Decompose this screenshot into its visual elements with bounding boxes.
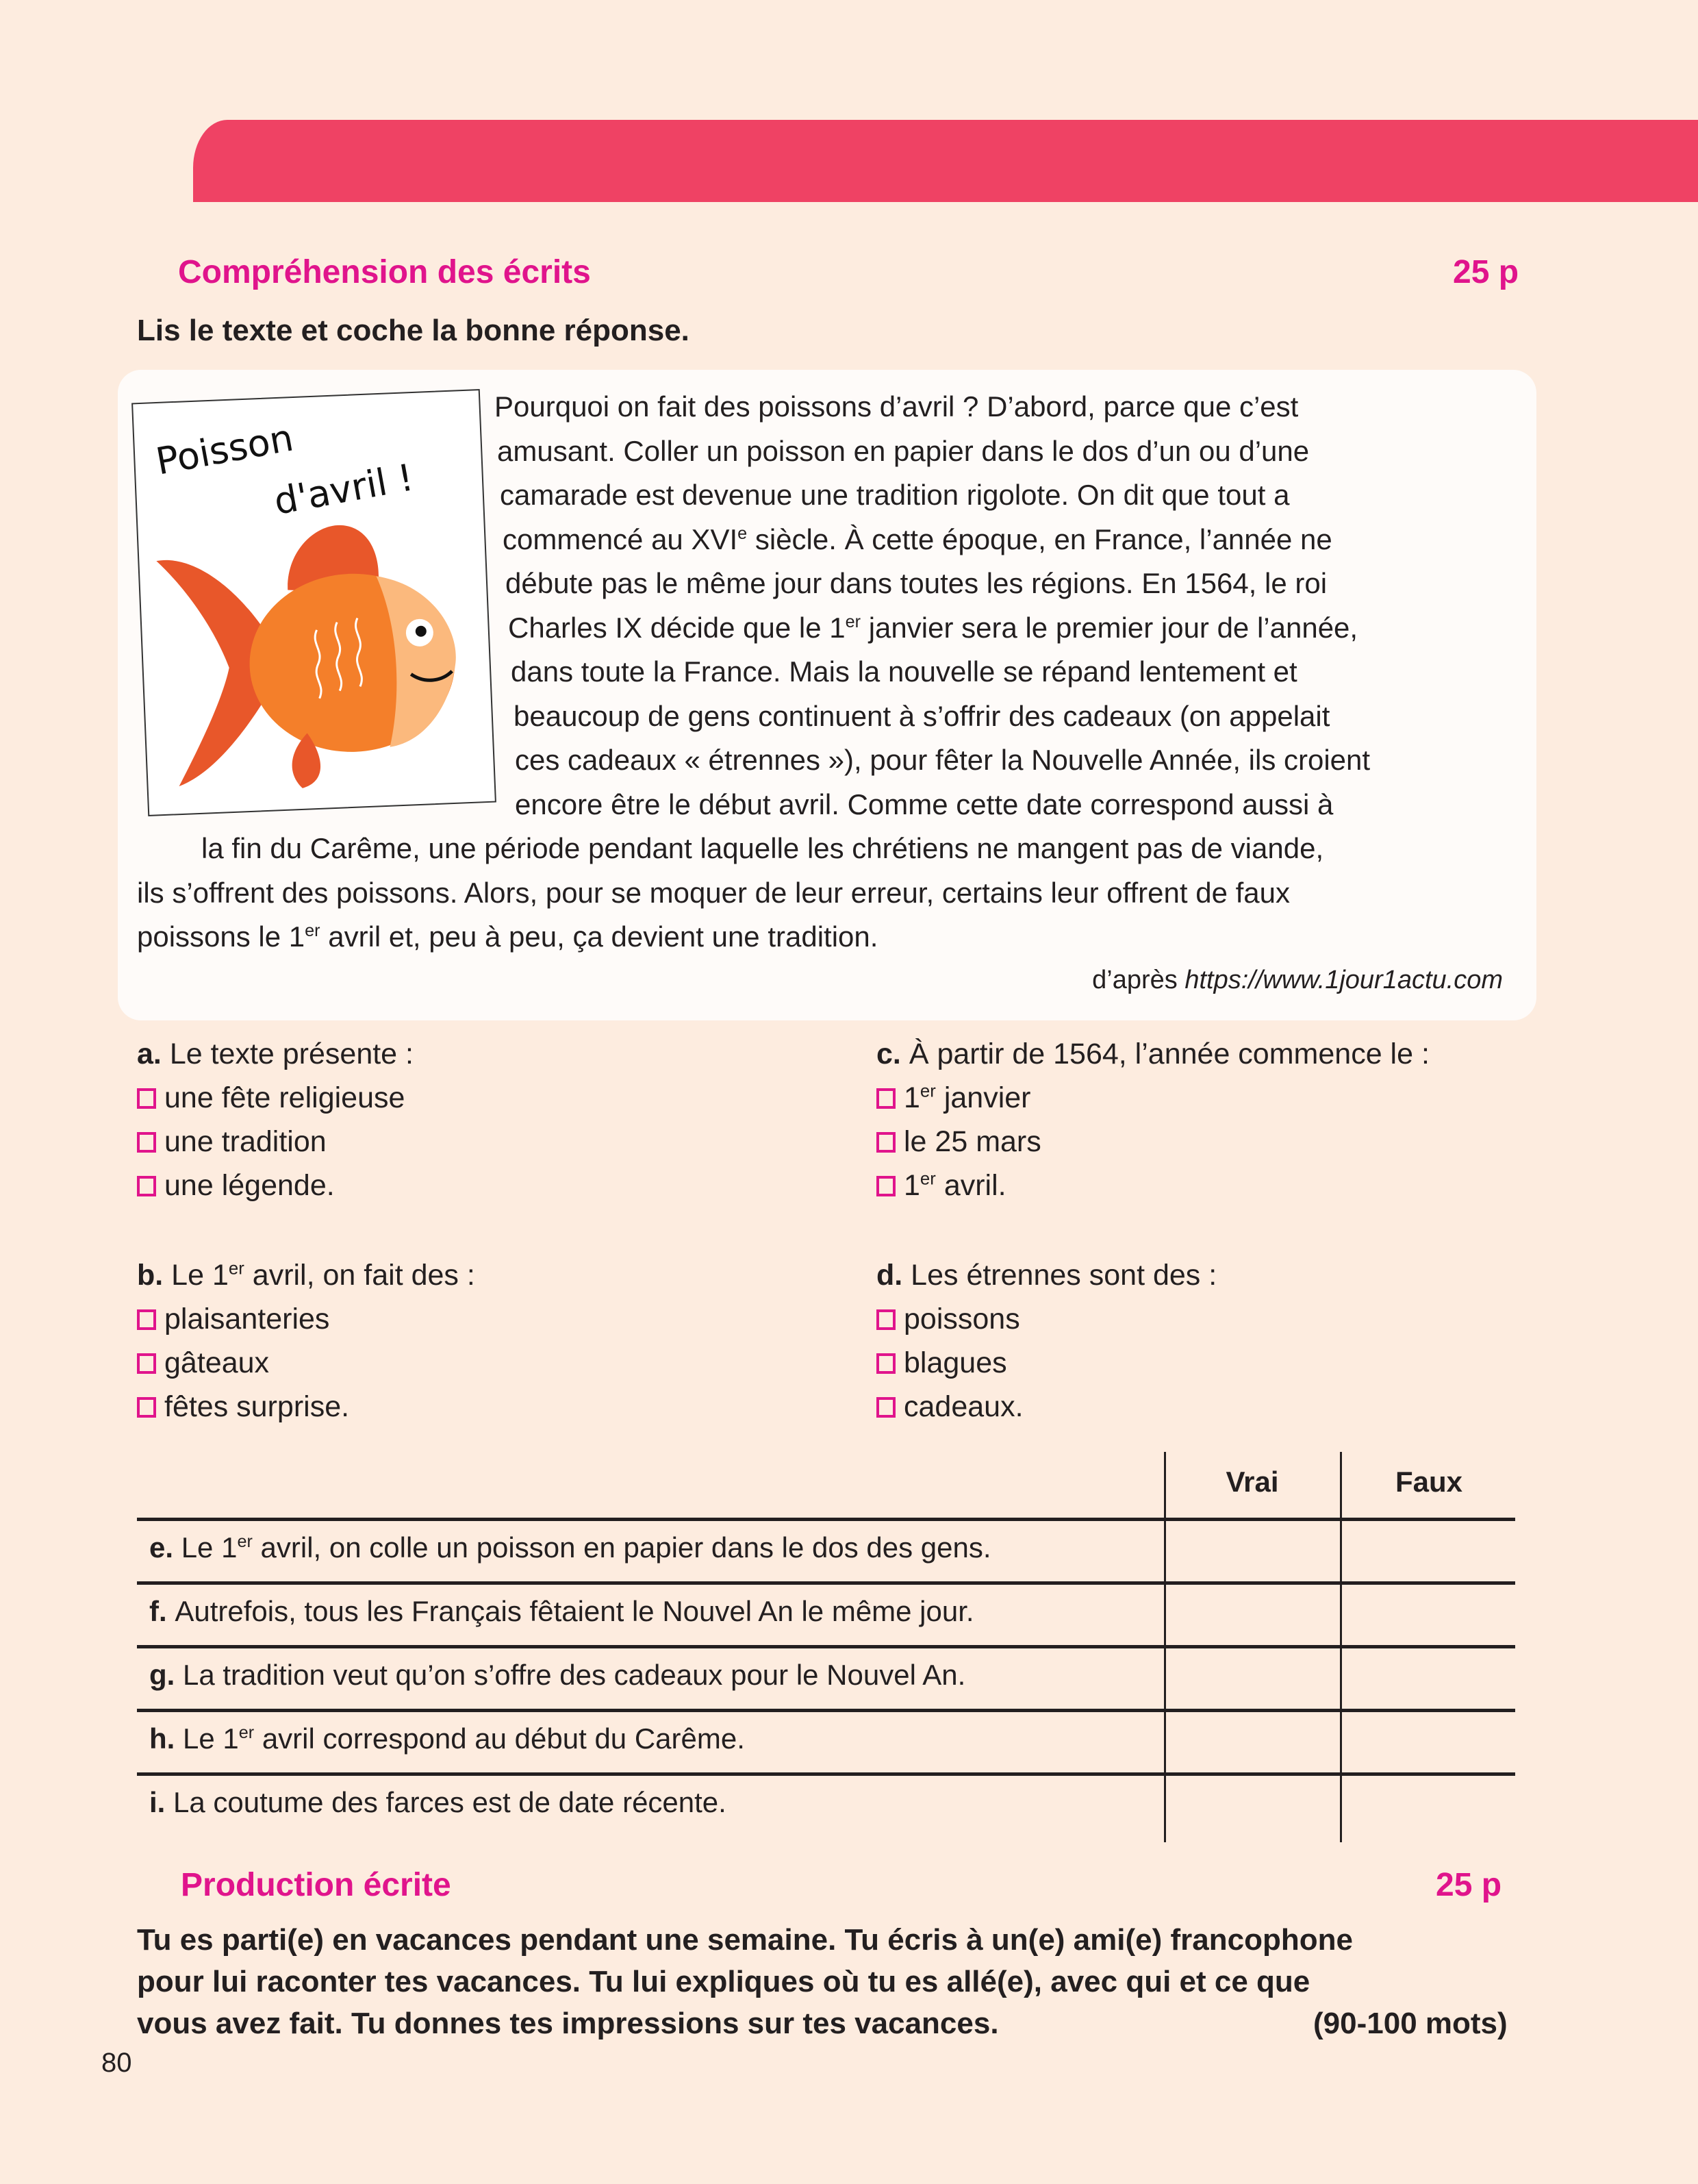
answer-cell-vrai[interactable] [1167, 1585, 1339, 1644]
text-line: encore être le début avril. Comme cette date correspond aussi à [515, 788, 1334, 820]
prompt-line: vous avez fait. Tu donnes tes impressions sur tes vacances. [137, 2007, 999, 2040]
header-faux: Faux [1395, 1466, 1463, 1498]
checkbox[interactable] [137, 1309, 156, 1330]
checkbox[interactable] [876, 1132, 896, 1153]
text-line: dans toute la France. Mais la nouvelle se répand lentement et [511, 655, 1297, 688]
option[interactable] [137, 1125, 327, 1159]
checkbox[interactable] [137, 1176, 156, 1196]
question-a: a. Le texte présente : [137, 1038, 414, 1070]
checkbox[interactable] [137, 1353, 156, 1374]
source-url: https://www.1jour1actu.com [1184, 966, 1503, 994]
checkbox[interactable] [876, 1397, 896, 1418]
table-row: e. Le 1er avril, on colle un poisson en papier dans le dos des gens. [149, 1531, 991, 1564]
answer-cell-faux[interactable] [1343, 1585, 1515, 1644]
option[interactable] [876, 1169, 1006, 1203]
checkbox[interactable] [876, 1088, 896, 1109]
card-text-line2: d'avril ! [270, 455, 417, 523]
question-c: c. À partir de 1564, l’année commence le : [876, 1038, 1430, 1070]
checkbox[interactable] [876, 1309, 896, 1330]
option[interactable] [876, 1125, 1041, 1159]
option-label: 1er janvier [904, 1081, 1031, 1114]
text-line: Pourquoi on fait des poissons d’avril ? D’abord, parce que c’est [494, 390, 1299, 423]
section2-points: 25 p [1436, 1867, 1502, 1903]
text-line: poissons le 1er avril et, peu à peu, ça devient une tradition. [137, 920, 878, 953]
header-vrai: Vrai [1226, 1466, 1279, 1498]
table-row: g. La tradition veut qu’on s’offre des cadeaux pour le Nouvel An. [149, 1659, 966, 1691]
text-line: ces cadeaux « étrennes »), pour fêter la Nouvelle Année, ils croient [515, 744, 1371, 776]
table-rule [137, 1518, 1515, 1521]
option-label: 1er avril. [904, 1169, 1006, 1202]
option-label: blagues [904, 1346, 1007, 1379]
option-label: une légende. [164, 1169, 335, 1202]
option[interactable] [876, 1390, 1024, 1424]
checkbox[interactable] [876, 1353, 896, 1374]
option-label: poissons [904, 1303, 1020, 1335]
poisson-avril-image [131, 389, 496, 816]
checkbox[interactable] [876, 1176, 896, 1196]
instruction: Lis le texte et coche la bonne réponse. [137, 314, 689, 347]
table-rule [137, 1581, 1515, 1585]
checkbox[interactable] [137, 1132, 156, 1153]
table-row: f. Autrefois, tous les Français fêtaient le Nouvel An le même jour. [149, 1595, 974, 1627]
answer-cell-faux[interactable] [1343, 1777, 1515, 1835]
table-rule [137, 1645, 1515, 1648]
option[interactable] [137, 1169, 335, 1203]
text-line: amusant. Coller un poisson en papier dans le dos d’un ou d’une [497, 434, 1310, 467]
question-d: d. Les étrennes sont des : [876, 1259, 1217, 1292]
text-line: ils s’offrent des poissons. Alors, pour se moquer de leur erreur, certains leur offrent de faux [137, 876, 1290, 909]
option[interactable] [876, 1081, 1031, 1115]
option[interactable] [876, 1303, 1020, 1336]
text-line: Charles IX décide que le 1er janvier sera le premier jour de l’année, [508, 611, 1358, 644]
text-line: débute pas le même jour dans toutes les régions. En 1564, le roi [505, 567, 1328, 599]
answer-cell-vrai[interactable] [1167, 1649, 1339, 1708]
answer-cell-vrai[interactable] [1167, 1522, 1339, 1581]
table-rule [137, 1709, 1515, 1712]
answer-cell-faux[interactable] [1343, 1522, 1515, 1581]
prompt-line: pour lui raconter tes vacances. Tu lui expliques où tu es allé(e), avec qui et ce que [137, 1965, 1310, 1998]
section-points: 25 p [1453, 254, 1519, 290]
checkbox[interactable] [137, 1088, 156, 1109]
page-number: 80 [101, 2048, 132, 2078]
source-prefix: d’après [1092, 966, 1178, 994]
option-label: une fête religieuse [164, 1081, 405, 1114]
option-label: cadeaux. [904, 1390, 1024, 1423]
text-line: camarade est devenue une tradition rigolote. On dit que tout a [500, 479, 1290, 511]
option-label: une tradition [164, 1125, 327, 1158]
word-count: (90-100 mots) [1313, 2007, 1508, 2040]
answer-cell-vrai[interactable] [1167, 1777, 1339, 1835]
option[interactable] [876, 1346, 1007, 1380]
answer-cell-faux[interactable] [1343, 1649, 1515, 1708]
option[interactable] [137, 1303, 329, 1336]
header-banner [193, 120, 1698, 202]
table-row: i. La coutume des farces est de date récente. [149, 1786, 726, 1818]
answer-cell-vrai[interactable] [1167, 1713, 1339, 1772]
option[interactable] [137, 1390, 349, 1424]
option-label: plaisanteries [164, 1303, 330, 1335]
checkbox[interactable] [137, 1397, 156, 1418]
text-line: commencé au XVIe siècle. À cette époque, en France, l’année ne [503, 523, 1332, 555]
table-row: h. Le 1er avril correspond au début du Carême. [149, 1722, 745, 1755]
option[interactable] [137, 1081, 405, 1115]
option[interactable] [137, 1346, 269, 1380]
source-citation [1092, 966, 1503, 995]
option-label: fêtes surprise. [164, 1390, 350, 1423]
text-line: la fin du Carême, une période pendant laquelle les chrétiens ne mangent pas de viande, [201, 832, 1324, 864]
card-text-line1: Poisson [152, 416, 297, 484]
prompt-line: Tu es parti(e) en vacances pendant une semaine. Tu écris à un(e) ami(e) francophone [137, 1923, 1353, 1957]
section-title-production: Production écrite [181, 1867, 451, 1903]
answer-cell-faux[interactable] [1343, 1713, 1515, 1772]
option-label: gâteaux [164, 1346, 270, 1379]
section-title-comprehension: Compréhension des écrits [178, 254, 591, 290]
question-b: b. Le 1er avril, on fait des : [137, 1259, 475, 1292]
text-line: beaucoup de gens continuent à s’offrir des cadeaux (on appelait [514, 699, 1330, 732]
option-label: le 25 mars [904, 1125, 1041, 1158]
fish-illustration [141, 501, 481, 801]
table-rule [137, 1772, 1515, 1776]
